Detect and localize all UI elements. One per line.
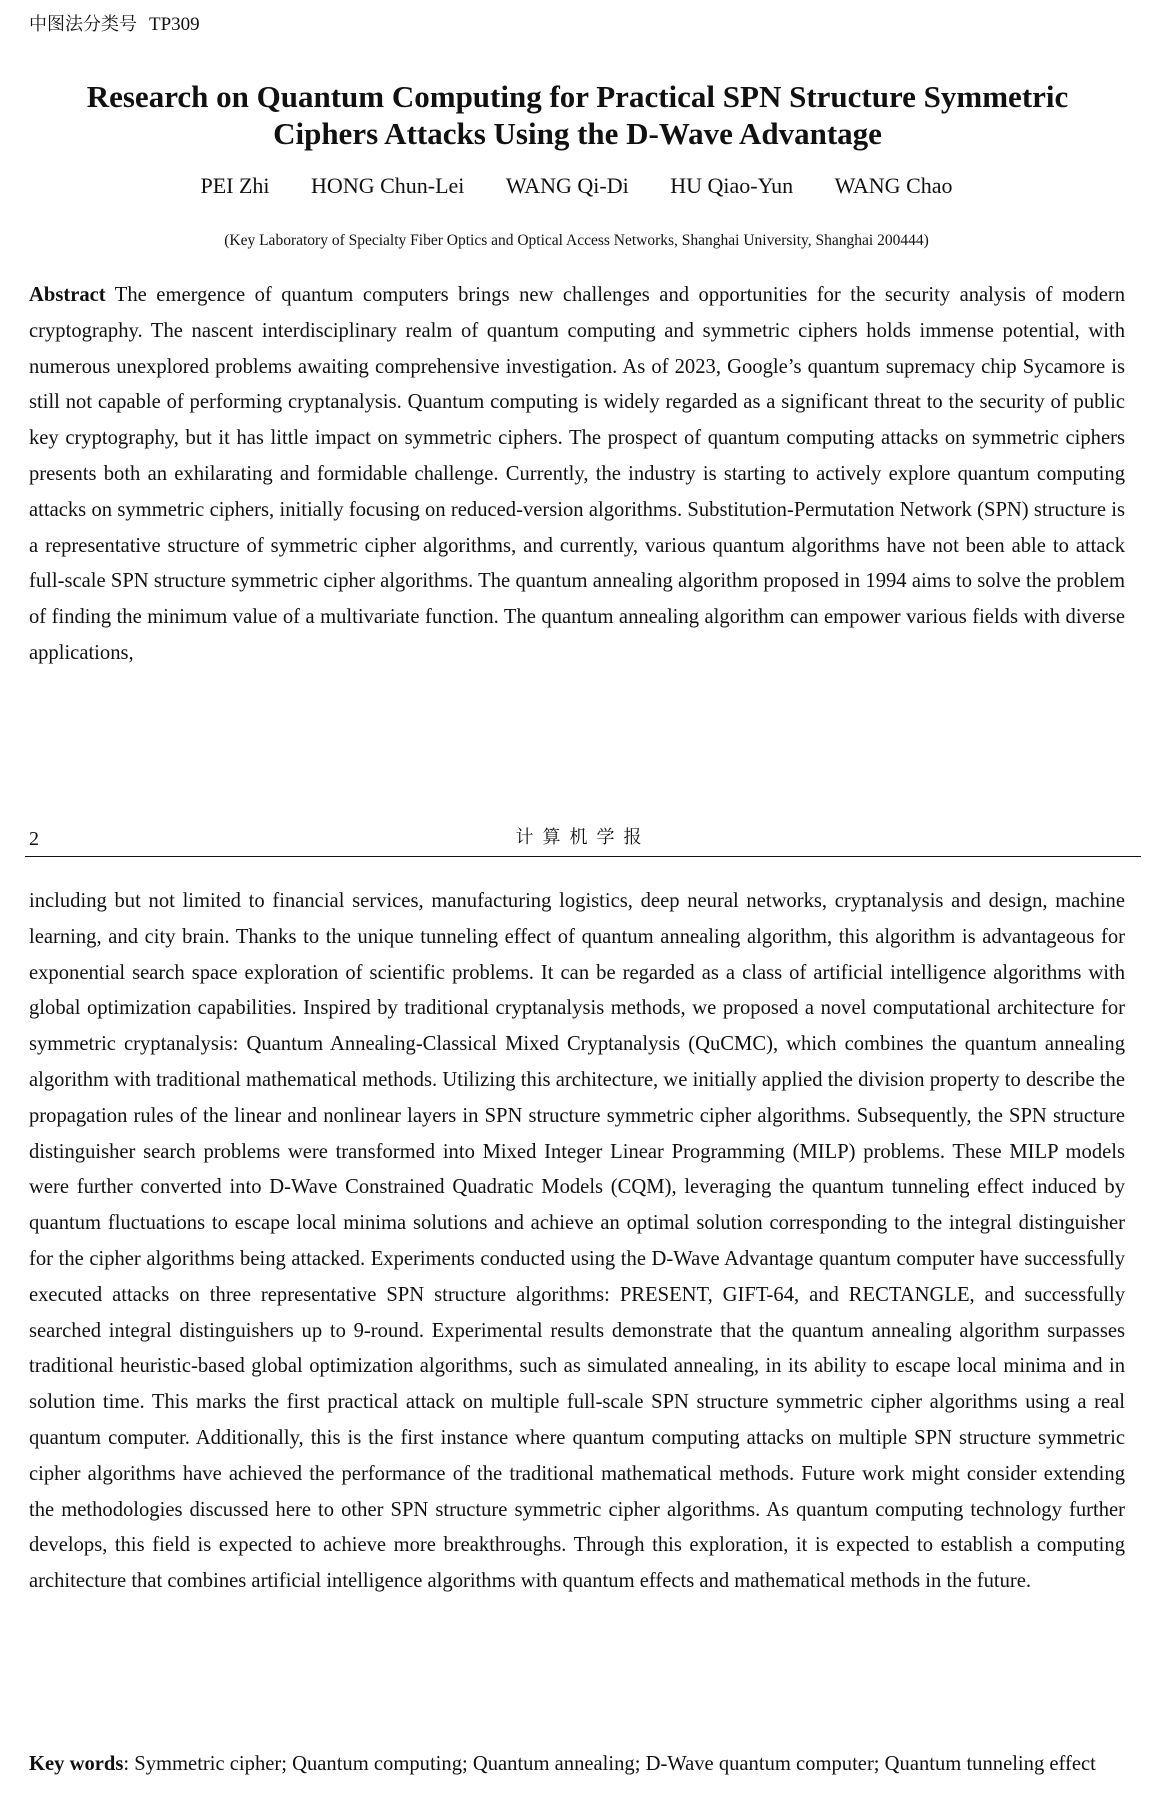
- author-name: HU Qiao-Yun: [670, 173, 794, 198]
- affiliation: (Key Laboratory of Specialty Fiber Optics and Optical Access Networks, Shanghai University, Shanghai 200444): [224, 232, 929, 249]
- abstract-paragraph: [29, 278, 1125, 672]
- abstract-label: Abstract: [29, 284, 106, 306]
- keywords-text: Symmetric cipher; Quantum computing; Quantum annealing; D-Wave quantum computer; Quantum tunneling effect: [134, 1753, 1096, 1775]
- author-name: HONG Chun-Lei: [311, 173, 465, 198]
- classification-line: [29, 12, 200, 38]
- classification-label: 中图法分类号: [29, 14, 137, 35]
- abstract-continuation: including but not limited to financial services, manufacturing logistics, deep neural networks, cryptanalysis and design, machine learning, and city brain. Thanks to the unique tunneling effect of quantum annealing algorithm, this algorithm is advantageous for exponential search space exploration of scientific problems. It can be regarded as a class of artificial intelligence algorithms with global optimization capabilities. Inspired by traditional cryptanalysis methods, we proposed a novel computational architecture for symmetric cryptanalysis: Quantum Annealing-Classical Mixed Cryptanalysis (QuCMC), which combines the quantum annealing algorithm with traditional mathematical methods. Utilizing this architecture, we initially applied the division property to describe the propagation rules of the linear and nonlinear layers in SPN structure symmetric cipher algorithms. Subsequently, the SPN structure distinguisher search problems were transformed into Mixed Integer Linear Programming (MILP) problems. These MILP models were further converted into D-Wave Constrained Quadratic Models (CQM), leveraging the quantum tunneling effect induced by quantum fluctuations to escape local minima solutions and achieve an optimal solution corresponding to the integral distinguisher for the cipher algorithms being attacked. Experiments conducted using the D-Wave Advantage quantum computer have successfully executed attacks on three representative SPN structure algorithms: PRESENT, GIFT-64, and RECTANGLE, and successfully searched integral distinguishers up to 9-round. Experimental results demonstrate that the quantum annealing algorithm surpasses traditional heuristic-based global optimization algorithms, such as simulated annealing, in its ability to escape local minima and in solution time. This marks the first practical attack on multiple full-scale SPN structure symmetric cipher algorithms using a real quantum computer. Additionally, this is the first instance where quantum computing attacks on multiple SPN structure symmetric cipher algorithms have achieved the performance of the traditional mathematical methods. Future work might consider extending the methodologies discussed here to other SPN structure symmetric cipher algorithms. As quantum computing technology further develops, this field is expected to achieve more breakthroughs. Through this exploration, it is expected to establish a computing architecture that combines artificial intelligence algorithms with quantum effects and mathematical methods in the future.: [29, 890, 1125, 1593]
- paper-title: Research on Quantum Computing for Practical SPN Structure Symmetric Ciphers Attacks Using the D-Wave Advantage: [86, 79, 1069, 151]
- journal-name: 计算机学报: [515, 827, 651, 848]
- classification-code: TP309: [149, 14, 200, 35]
- author-name: WANG Chao: [834, 173, 953, 198]
- first-page-section: [0, 0, 1153, 820]
- author-name: PEI Zhi: [200, 173, 270, 198]
- abstract-text-part1: The emergence of quantum computers brings new challenges and opportunities for the security analysis of modern cryptography. The nascent interdisciplinary realm of quantum computing and symmetric ciphers holds immense potential, with numerous unexplored problems awaiting comprehensive investigation. As of 2023, Google’s quantum supremacy chip Sycamore is still not capable of performing cryptanalysis. Quantum computing is widely regarded as a significant threat to the security of public key cryptography, but it has little impact on symmetric ciphers. The prospect of quantum computing attacks on symmetric ciphers presents both an exhilarating and formidable challenge. Currently, the industry is starting to actively explore quantum computing attacks on symmetric ciphers, initially focusing on reduced-version algorithms. Substitution-Permutation Network (SPN) structure is a representative structure of symmetric cipher algorithms, and currently, various quantum algorithms have not been able to attack full-scale SPN structure symmetric cipher algorithms. The quantum annealing algorithm proposed in 1994 aims to solve the problem of finding the minimum value of a multivariate function. The quantum annealing algorithm can empower various fields with diverse applications,: [29, 284, 1125, 664]
- author-name: WANG Qi-Di: [505, 173, 629, 198]
- running-header: [25, 822, 1141, 857]
- page-number: 2: [29, 828, 39, 850]
- keywords-paragraph: Key words: Symmetric cipher; Quantum computing; Quantum annealing; D-Wave quantum computer; Quantum tunneling effect: [29, 1753, 1096, 1775]
- author-list: [0, 172, 1153, 200]
- keywords-label: Key words: [29, 1753, 124, 1775]
